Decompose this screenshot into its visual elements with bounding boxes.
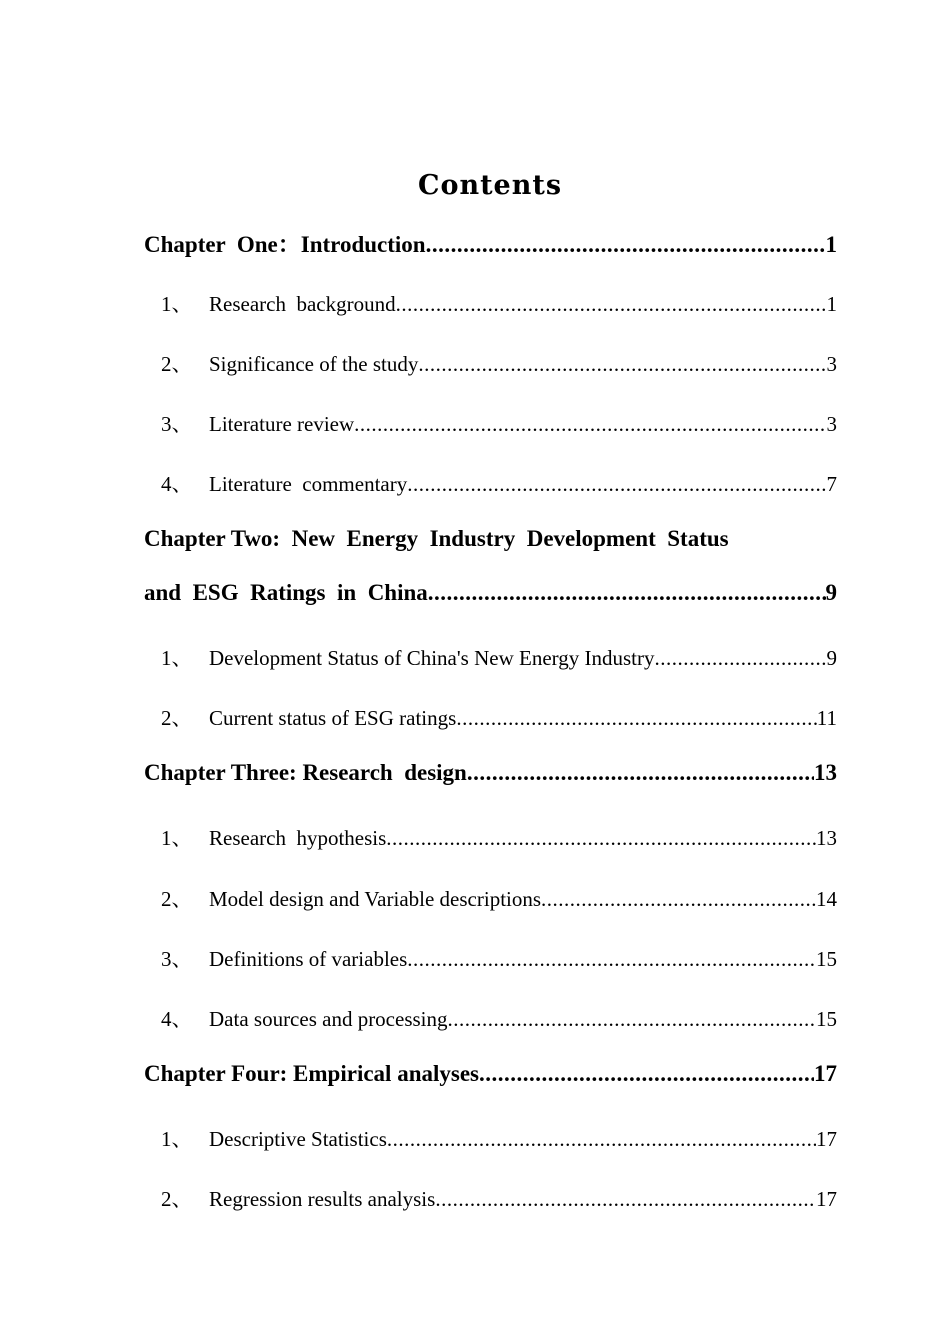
dot-leader bbox=[386, 826, 816, 851]
toc-chapter-one[interactable] bbox=[144, 226, 837, 259]
toc-entry-label: Literature review bbox=[209, 412, 355, 436]
toc-section-number: 4、 bbox=[161, 1007, 193, 1031]
dot-leader bbox=[435, 1187, 816, 1212]
dot-leader bbox=[426, 232, 826, 258]
toc-page-number: 17 bbox=[816, 1127, 837, 1151]
toc-section[interactable] bbox=[161, 1183, 837, 1213]
toc-section[interactable] bbox=[161, 943, 837, 973]
toc-page-number: 1 bbox=[826, 292, 837, 316]
dot-leader bbox=[354, 412, 826, 437]
toc-entry-label: Development Status of China's New Energy Industry bbox=[209, 646, 655, 670]
dot-leader bbox=[428, 580, 826, 606]
toc-page-number: 9 bbox=[825, 580, 837, 605]
toc-entry-label: Regression results analysis bbox=[209, 1187, 436, 1211]
toc-page-number: 3 bbox=[826, 412, 837, 436]
toc-page-number: 13 bbox=[814, 760, 837, 785]
toc-page-number: 9 bbox=[826, 646, 837, 670]
toc-entry-label: Chapter Two: New Energy Industry Development Status bbox=[144, 526, 729, 551]
toc-entry-label: Chapter Three: Research design bbox=[144, 760, 467, 785]
toc-page-number: 11 bbox=[816, 706, 837, 730]
toc-entry-label: Descriptive Statistics bbox=[209, 1127, 387, 1151]
toc-entry-label: Literature commentary bbox=[209, 472, 408, 496]
toc-section-number: 1、 bbox=[161, 826, 193, 850]
dot-leader bbox=[407, 472, 826, 497]
toc-section-number: 3、 bbox=[161, 947, 193, 971]
toc-page-number: 1 bbox=[825, 232, 837, 257]
toc-section[interactable] bbox=[161, 702, 837, 732]
toc-section[interactable] bbox=[161, 642, 837, 672]
toc-page-number: 3 bbox=[826, 352, 837, 376]
toc-page-number: 17 bbox=[814, 1061, 837, 1086]
dot-leader bbox=[479, 1061, 814, 1087]
toc-section-number: 2、 bbox=[161, 352, 193, 376]
toc-chapter-two-line1[interactable] bbox=[144, 526, 837, 552]
toc-section[interactable] bbox=[161, 1123, 837, 1153]
dot-leader bbox=[418, 352, 826, 377]
toc-entry-label: Chapter Four: Empirical analyses bbox=[144, 1061, 479, 1086]
dot-leader bbox=[396, 292, 827, 317]
toc-section-number: 3、 bbox=[161, 412, 193, 436]
toc-section-number: 4、 bbox=[161, 472, 193, 496]
toc-entry-label: Current status of ESG ratings bbox=[209, 706, 457, 730]
dot-leader bbox=[407, 947, 816, 972]
toc-page-number: 14 bbox=[816, 887, 837, 911]
toc-section[interactable] bbox=[161, 1003, 837, 1033]
toc-page-number: 7 bbox=[826, 472, 837, 496]
toc-chapter-two[interactable] bbox=[144, 580, 837, 606]
toc-entry-label: Research hypothesis bbox=[209, 826, 387, 850]
dot-leader bbox=[467, 760, 814, 786]
toc-section-number: 1、 bbox=[161, 646, 193, 670]
toc-section[interactable] bbox=[161, 408, 837, 438]
toc-chapter-three[interactable] bbox=[144, 760, 837, 786]
toc-chapter-four[interactable] bbox=[144, 1061, 837, 1087]
toc-section-number: 1、 bbox=[161, 1127, 193, 1151]
dot-leader bbox=[448, 1007, 816, 1032]
toc-entry-label: Definitions of variables bbox=[209, 947, 408, 971]
toc-entry-label: Significance of the study bbox=[209, 352, 419, 376]
toc-section-number: 2、 bbox=[161, 887, 193, 911]
dot-leader bbox=[387, 1127, 816, 1152]
toc-entry-label: Model design and Variable descriptions bbox=[209, 887, 542, 911]
toc-section[interactable] bbox=[161, 468, 837, 498]
toc-page-number: 15 bbox=[816, 947, 837, 971]
toc-section[interactable] bbox=[161, 883, 837, 913]
toc-section[interactable] bbox=[161, 822, 837, 852]
toc-section-number: 1、 bbox=[161, 292, 193, 316]
toc-entry-label: Chapter One：Introduction bbox=[144, 232, 426, 257]
dot-leader bbox=[456, 706, 816, 731]
toc-section-number: 2、 bbox=[161, 1187, 193, 1211]
dot-leader bbox=[541, 887, 816, 912]
toc-page-number: 17 bbox=[816, 1187, 837, 1211]
dot-leader bbox=[655, 646, 827, 671]
toc-section-number: 2、 bbox=[161, 706, 193, 730]
toc-entry-label: Research background bbox=[209, 292, 396, 316]
toc-section[interactable] bbox=[161, 288, 837, 318]
toc-page-number: 15 bbox=[816, 1007, 837, 1031]
page-title: Contents bbox=[417, 170, 563, 201]
toc-entry-label: and ESG Ratings in China bbox=[144, 580, 428, 605]
toc-page-number: 13 bbox=[816, 826, 837, 850]
toc-section[interactable] bbox=[161, 348, 837, 378]
toc-entry-label: Data sources and processing bbox=[209, 1007, 448, 1031]
